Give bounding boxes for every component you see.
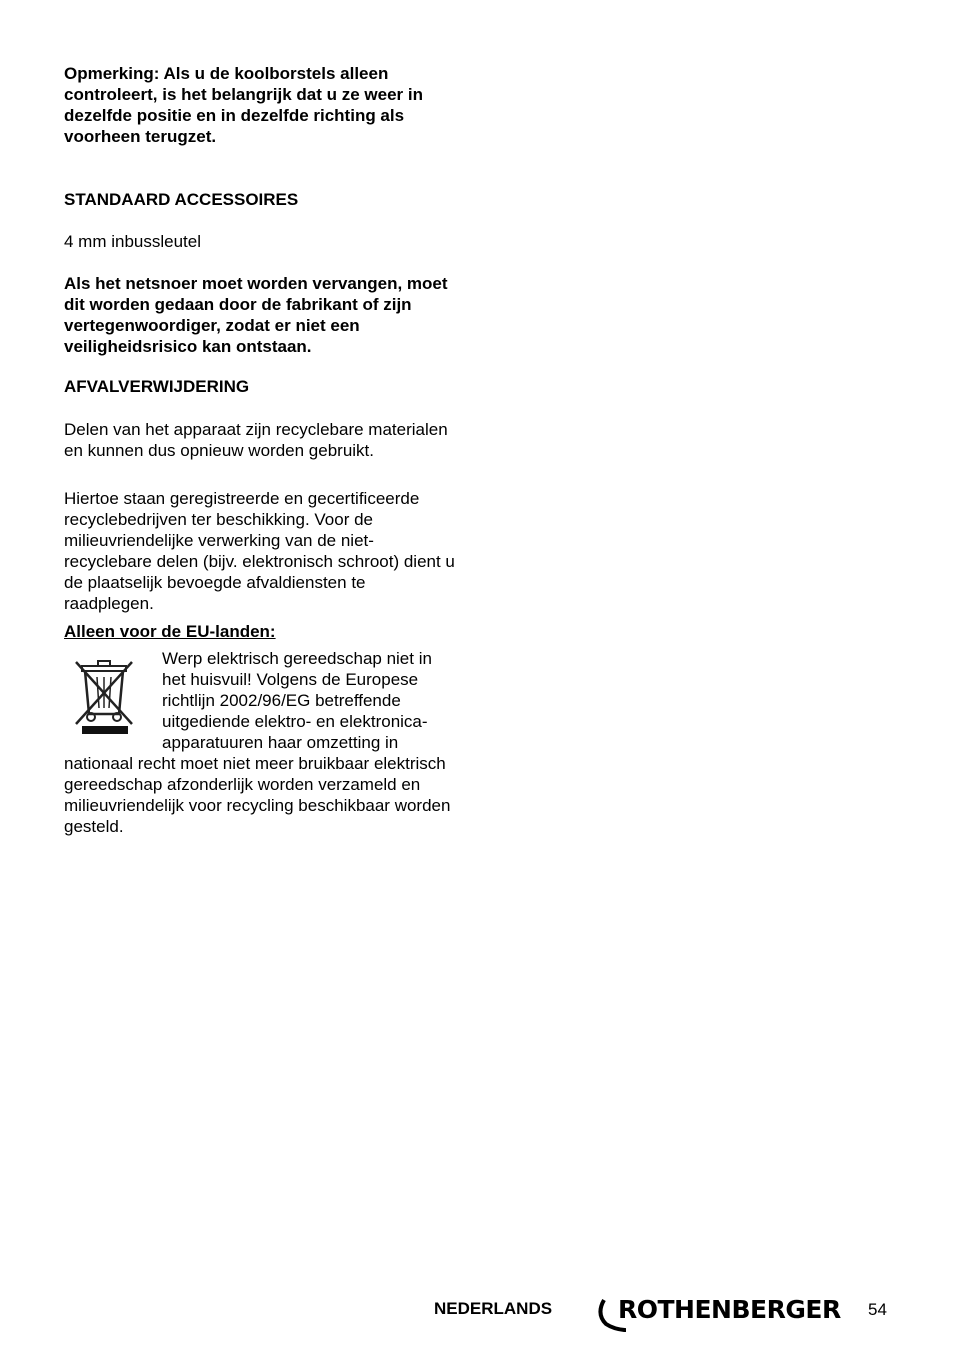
cord-warning: Als het netsnoer moet worden vervangen, moet dit worden gedaan door de fabrikant of zijn vertegenwoordiger, zodat er niet een veiligheidsrisico kan ontstaan. — [64, 274, 448, 356]
footer-language: NEDERLANDS — [434, 1299, 553, 1318]
page-number: 54 — [868, 1300, 887, 1319]
brush-note: Opmerking: Als u de koolborstels alleen controleert, is het belangrijk dat u ze weer in dezelfde positie en in dezelfde richting als voorheen terugzet. — [64, 64, 423, 146]
waste-paragraph-2: Hiertoe staan geregistreerde en gecertificeerde recyclebedrijven ter beschikking. Voor de milieuvriendelijke verwerking van de niet-recyclebare delen (bijv. elektronisch schroot) dient u de plaatselijk bevoegde afvaldiensten te raadplegen. — [64, 489, 455, 613]
eu-heading: Alleen voor de EU-landen: — [64, 622, 276, 641]
brand-logo — [596, 1294, 841, 1332]
crossed-out-wheelie-bin-icon — [64, 652, 144, 738]
eu-section — [64, 648, 456, 837]
accessories-heading: STANDAARD ACCESSOIRES — [64, 190, 299, 209]
eu-text: Werp elektrisch gereedschap niet in het huisvuil! Volgens de Europese richtlijn 2002/96/EG betreffende uitgediende elektro- en elektronica-apparatuuren haar omzetting in nationaal recht moet niet meer bruikbaar elektrisch gereedschap afzonderlijk worden verzameld en milieuvriendelijk voor recycling beschikbaar worden gesteld. — [64, 649, 451, 836]
waste-heading: AFVALVERWIJDERING — [64, 377, 250, 396]
brand-name: ROTHENBERGER — [618, 1295, 841, 1324]
accessory-item: 4 mm inbussleutel — [64, 232, 202, 251]
waste-paragraph-1: Delen van het apparaat zijn recyclebare materialen en kunnen dus opnieuw worden gebruikt. — [64, 420, 448, 460]
